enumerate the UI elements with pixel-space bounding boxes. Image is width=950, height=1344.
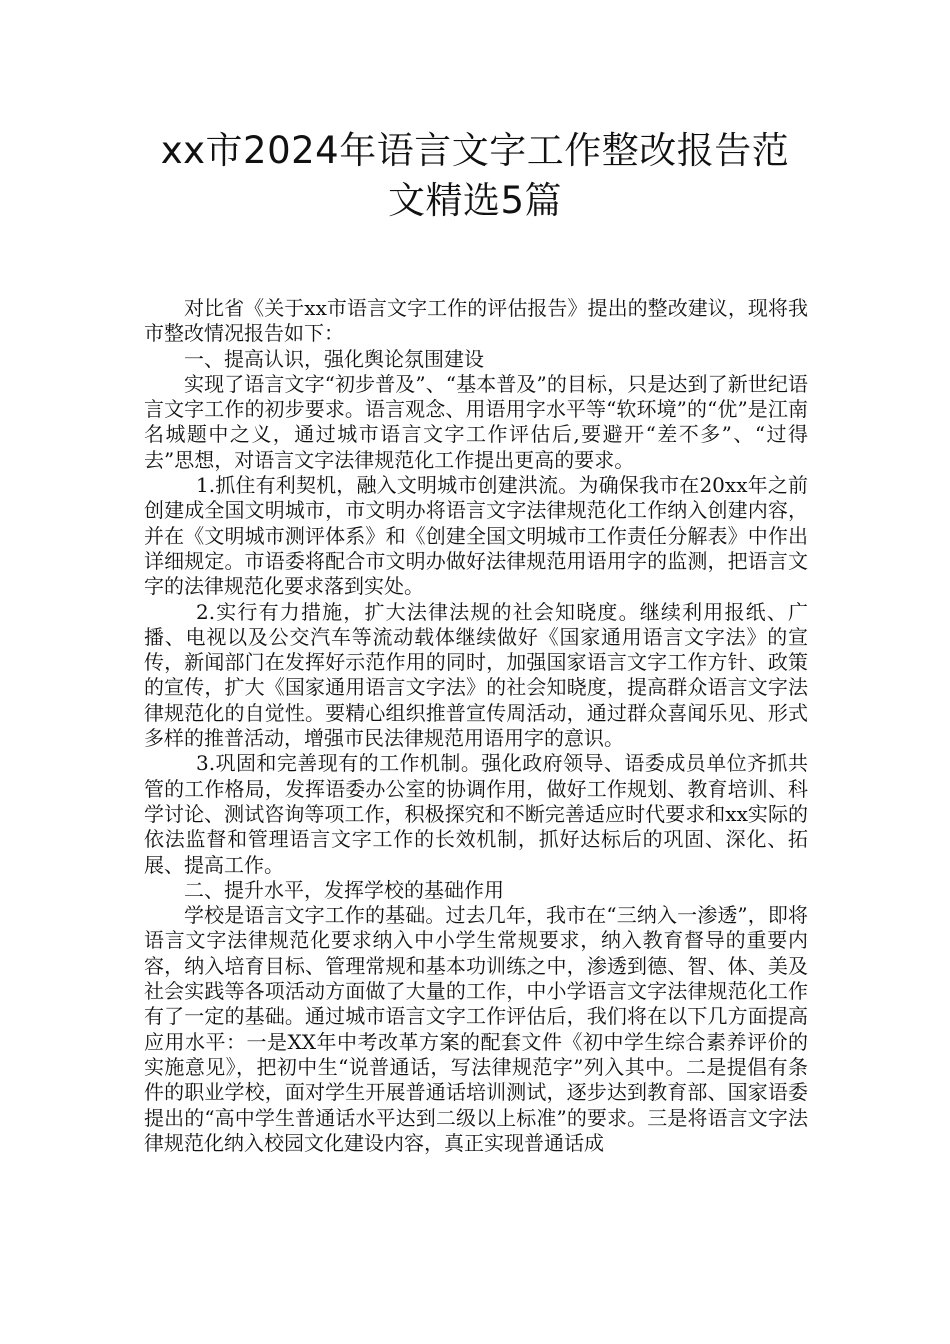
title-line-2: 文精选5篇 xyxy=(387,179,563,222)
section-heading-2: 二、提升水平，发挥学校的基础作用 xyxy=(184,877,504,902)
title-line-1: xx市2024年语言文字工作整改报告范 xyxy=(160,129,790,172)
list-item-2: 2.实行有力措施，扩大法律法规的社会知晓度。继续利用报纸、广播、电视以及公交汽车等流动载体继续做好《国家通用语言文字法》的宣传，新闻部门在发挥好示范作用的同时，加强国家语言文字工作方针、政策的宣传，扩大《国家通用语言文字法》的社会知晓度，提高群众语言文字法律规范化的自觉性。要精心组织推普宣传周活动，通过群众喜闻乐见、形式多样的推普活动，增强市民法律规范用语用字的意识。 xyxy=(144,599,808,751)
document-title xyxy=(0,126,950,226)
list-item-3: 3.巩固和完善现有的工作机制。强化政府领导、语委成员单位齐抓共管的工作格局，发挥语委办公室的协调作用，做好工作规划、教育培训、科学讨论、测试咨询等项工作，积极探究和不断完善适应时代要求和xx实际的依法监督和管理语言文字工作的长效机制，抓好达标后的巩固、深化、拓展、提高工作。 xyxy=(144,751,808,877)
body-paragraph: 实现了语言文字“初步普及”、“基本普及”的目标，只是达到了新世纪语言文字工作的初步要求。语言观念、用语用字水平等“软环境”的“优”是江南名城题中之义，通过城市语言文字工作评估后,要避开“差不多”、“过得去”思想，对语言文字法律规范化工作提出更高的要求。 xyxy=(144,371,808,472)
list-item-1: 1.抓住有利契机，融入文明城市创建洪流。为确保我市在20xx年之前创建成全国文明城市，市文明办将语言文字法律规范化工作纳入创建内容，并在《文明城市测评体系》和《创建全国文明城市工作责任分解表》中作出详细规定。市语委将配合市文明办做好法律规范用语用字的监测，把语言文字的法律规范化要求落到实处。 xyxy=(144,473,808,599)
intro-paragraph: 对比省《关于xx市语言文字工作的评估报告》提出的整改建议，现将我市整改情况报告如下： xyxy=(144,296,808,346)
document-body xyxy=(144,296,808,1156)
section-heading-1: 一、提高认识，强化舆论氛围建设 xyxy=(184,346,484,371)
body-paragraph: 学校是语言文字工作的基础。过去几年，我市在“三纳入一渗透”，即将语言文字法律规范化要求纳入中小学生常规要求，纳入教育督导的重要内容，纳入培育目标、管理常规和基本功训练之中，渗透到德、智、体、美及社会实践等各项活动方面做了大量的工作，中小学语言文字法律规范化工作有了一定的基础。通过城市语言文字工作评估后，我们将在以下几方面提高应用水平：一是XX年中考改革方案的配套文件《初中学生综合素养评价的实施意见》，把初中生“说普通话，写法律规范字”列入其中。二是提倡有条件的职业学校，面对学生开展普通话培训测试，逐步达到教育部、国家语委提出的“高中学生普通话水平达到二级以上标准”的要求。三是将语言文字法律规范化纳入校园文化建设内容，真正实现普通话成 xyxy=(144,903,808,1155)
